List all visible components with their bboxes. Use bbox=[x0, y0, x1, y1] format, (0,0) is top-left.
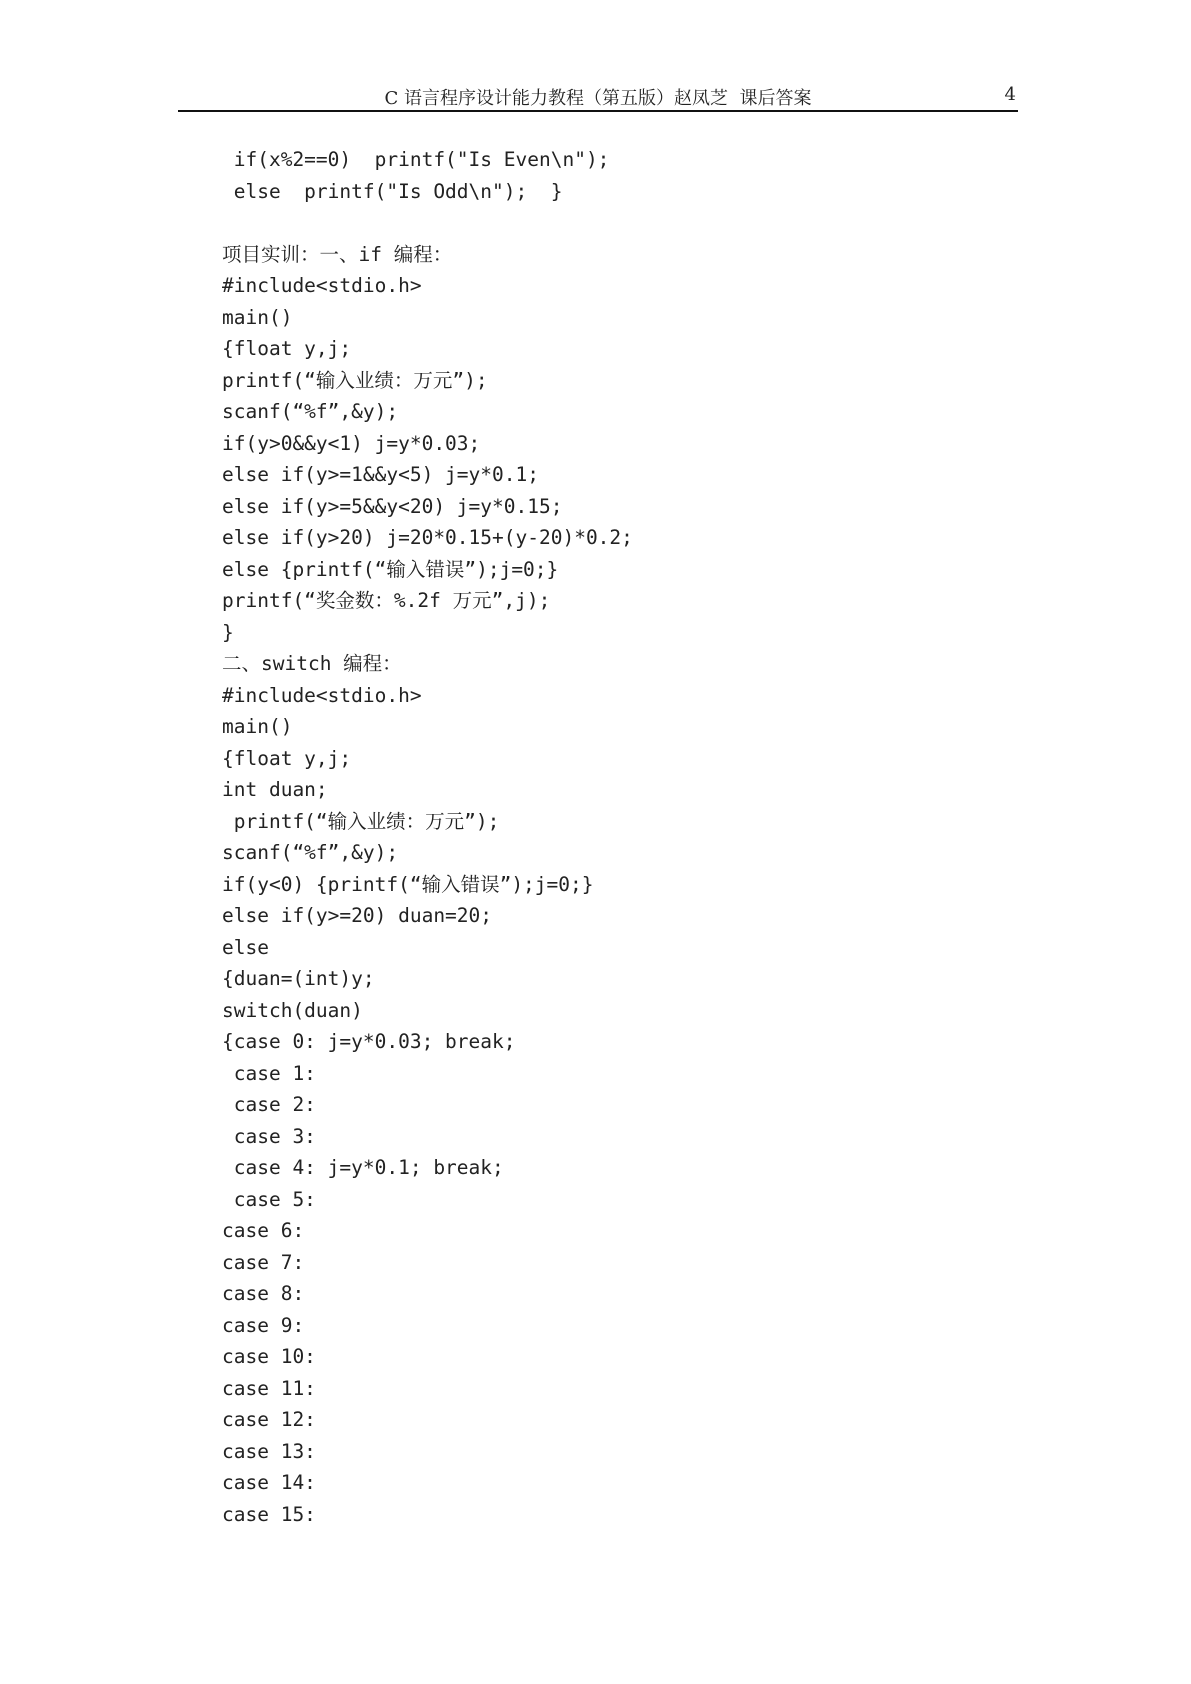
code-line: #include<stdio.h> bbox=[222, 683, 422, 707]
code-line: case 15: bbox=[222, 1502, 316, 1526]
section-heading: 二、switch 编程： bbox=[222, 652, 402, 675]
code-line: printf(“奖金数：%.2f 万元”,j); bbox=[222, 589, 551, 612]
code-line: {case 0: j=y*0.03; break; bbox=[222, 1030, 516, 1053]
code-line: case 3: bbox=[222, 1124, 316, 1148]
code-line: case 12: bbox=[222, 1408, 316, 1431]
code-line: else {printf(“输入错误”);j=0;} bbox=[222, 557, 559, 581]
code-line: case 2: bbox=[222, 1093, 316, 1116]
code-line: case 4: j=y*0.1; break; bbox=[222, 1156, 504, 1179]
code-line: switch(duan) bbox=[222, 998, 363, 1022]
code-line: case 9: bbox=[222, 1313, 305, 1337]
code-line: else bbox=[222, 935, 269, 959]
code-line: case 14: bbox=[222, 1471, 316, 1494]
code-line: if(y<0) {printf(“输入错误”);j=0;} bbox=[222, 872, 594, 896]
code-line: case 8: bbox=[222, 1282, 305, 1305]
code-line: {float y,j; bbox=[222, 746, 352, 770]
code-line: scanf(“%f”,&y); bbox=[222, 841, 399, 864]
code-line: {float y,j; bbox=[222, 337, 352, 360]
code-line: {duan=(int)y; bbox=[222, 967, 375, 990]
code-line: else if(y>20) j=20*0.15+(y-20)*0.2; bbox=[222, 526, 633, 549]
page-number: 4 bbox=[1004, 84, 1016, 105]
code-line: case 10: bbox=[222, 1345, 316, 1368]
code-line: #include<stdio.h> bbox=[222, 274, 422, 297]
code-line: if(y>0&&y<1) j=y*0.03; bbox=[222, 431, 481, 455]
header-title: C 语言程序设计能力教程（第五版）赵凤芝 课后答案 bbox=[384, 88, 812, 109]
code-line: else if(y>=20) duan=20; bbox=[222, 904, 493, 927]
code-line: main() bbox=[222, 715, 293, 738]
code-line bbox=[222, 207, 1002, 239]
code-line: printf(“输入业绩：万元”); bbox=[222, 368, 488, 392]
page-header bbox=[178, 84, 1018, 112]
code-line: } bbox=[222, 620, 234, 644]
code-line: case 11: bbox=[222, 1376, 316, 1400]
code-line: case 7: bbox=[222, 1250, 305, 1274]
code-line: else if(y>=1&&y<5) j=y*0.1; bbox=[222, 463, 539, 486]
code-line: else printf("Is Odd\n"); } bbox=[222, 179, 563, 203]
code-line: if(x%2==0) printf("Is Even\n"); bbox=[222, 148, 610, 171]
code-listing bbox=[222, 144, 1002, 1530]
code-line: case 6: bbox=[222, 1219, 305, 1242]
code-line: case 1: bbox=[222, 1061, 316, 1085]
code-line: printf(“输入业绩：万元”); bbox=[222, 809, 500, 833]
code-line: case 5: bbox=[222, 1187, 316, 1211]
code-line: int duan; bbox=[222, 778, 328, 801]
code-line: case 13: bbox=[222, 1439, 316, 1463]
code-line: main() bbox=[222, 305, 293, 329]
code-line: else if(y>=5&&y<20) j=y*0.15; bbox=[222, 494, 563, 518]
code-line: scanf(“%f”,&y); bbox=[222, 400, 399, 423]
section-heading: 项目实训：一、if 编程： bbox=[222, 242, 453, 266]
header-divider bbox=[178, 110, 1018, 112]
